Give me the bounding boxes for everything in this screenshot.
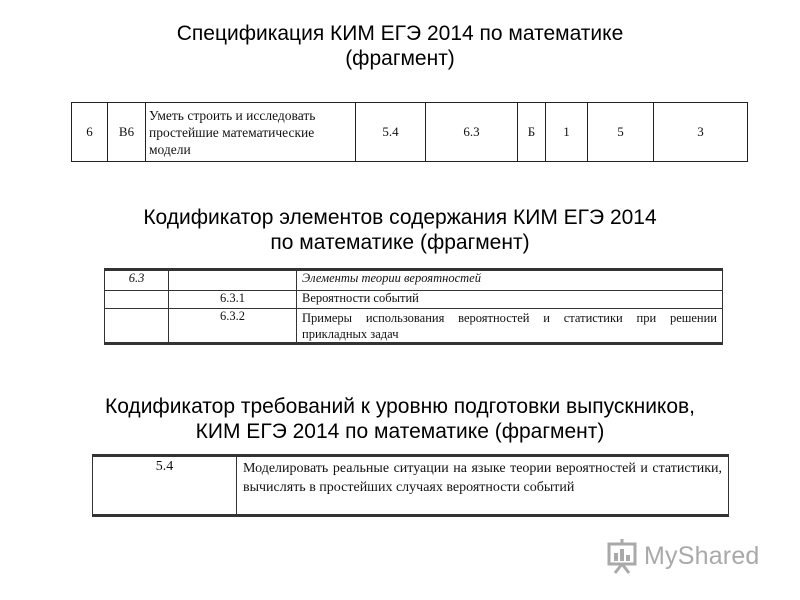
spec-cell-number: 6: [72, 103, 108, 162]
content-element-code: 6.3.2: [169, 309, 297, 344]
requirement-code: 5.4: [93, 456, 237, 516]
spec-heading-line1: Спецификация КИМ ЕГЭ 2014 по математике: [176, 22, 624, 45]
spec-heading-line2: (фрагмент): [345, 47, 455, 70]
table-row: [105, 309, 723, 344]
content-heading-line1: Кодификатор элементов содержания КИМ ЕГЭ 2014: [143, 206, 657, 229]
content-section-code: 6.3: [105, 270, 169, 291]
content-element-title: Вероятности событий: [297, 291, 723, 309]
spec-table: [71, 102, 748, 162]
spec-cell-percent: 3: [654, 103, 748, 162]
content-element-title: Примеры использования вероятностей и статистики при решении прикладных задач: [297, 309, 723, 344]
myshared-logo-icon: [606, 538, 640, 574]
requirements-heading-line1: Кодификатор требований к уровню подготовки выпускников,: [104, 395, 696, 418]
spec-cell-requirement: Уметь строить и исследовать простейшие математические модели: [146, 103, 356, 162]
table-row: [105, 291, 723, 309]
requirements-heading: [0, 394, 800, 444]
content-table: [104, 268, 723, 345]
spec-table-row: [72, 103, 748, 162]
content-element-code: [169, 270, 297, 291]
spec-cell-req-code: 5.4: [356, 103, 426, 162]
content-heading-line2: по математике (фрагмент): [270, 231, 530, 254]
requirement-text: Моделировать реальные ситуации на языке теории вероятностей и статистики, вычислять в простейших случаях вероятности событий: [237, 456, 729, 516]
spec-cell-task: В6: [108, 103, 146, 162]
content-heading: [0, 205, 800, 255]
requirements-table: [92, 454, 729, 517]
spec-cell-level: Б: [518, 103, 546, 162]
content-section-title: Элементы теории вероятностей: [297, 270, 723, 291]
table-row: [105, 270, 723, 291]
content-section-code: [105, 309, 169, 344]
content-element-code: 6.3.1: [169, 291, 297, 309]
content-section-code: [105, 291, 169, 309]
myshared-watermark: [606, 536, 760, 576]
spec-cell-score: 1: [546, 103, 588, 162]
table-row: [93, 456, 729, 516]
requirements-heading-line2: КИМ ЕГЭ 2014 по математике (фрагмент): [195, 420, 605, 443]
spec-heading: [0, 21, 800, 71]
spec-cell-content-code: 6.3: [426, 103, 518, 162]
spec-cell-time: 5: [588, 103, 654, 162]
myshared-logo-text: MyShared: [644, 541, 760, 570]
